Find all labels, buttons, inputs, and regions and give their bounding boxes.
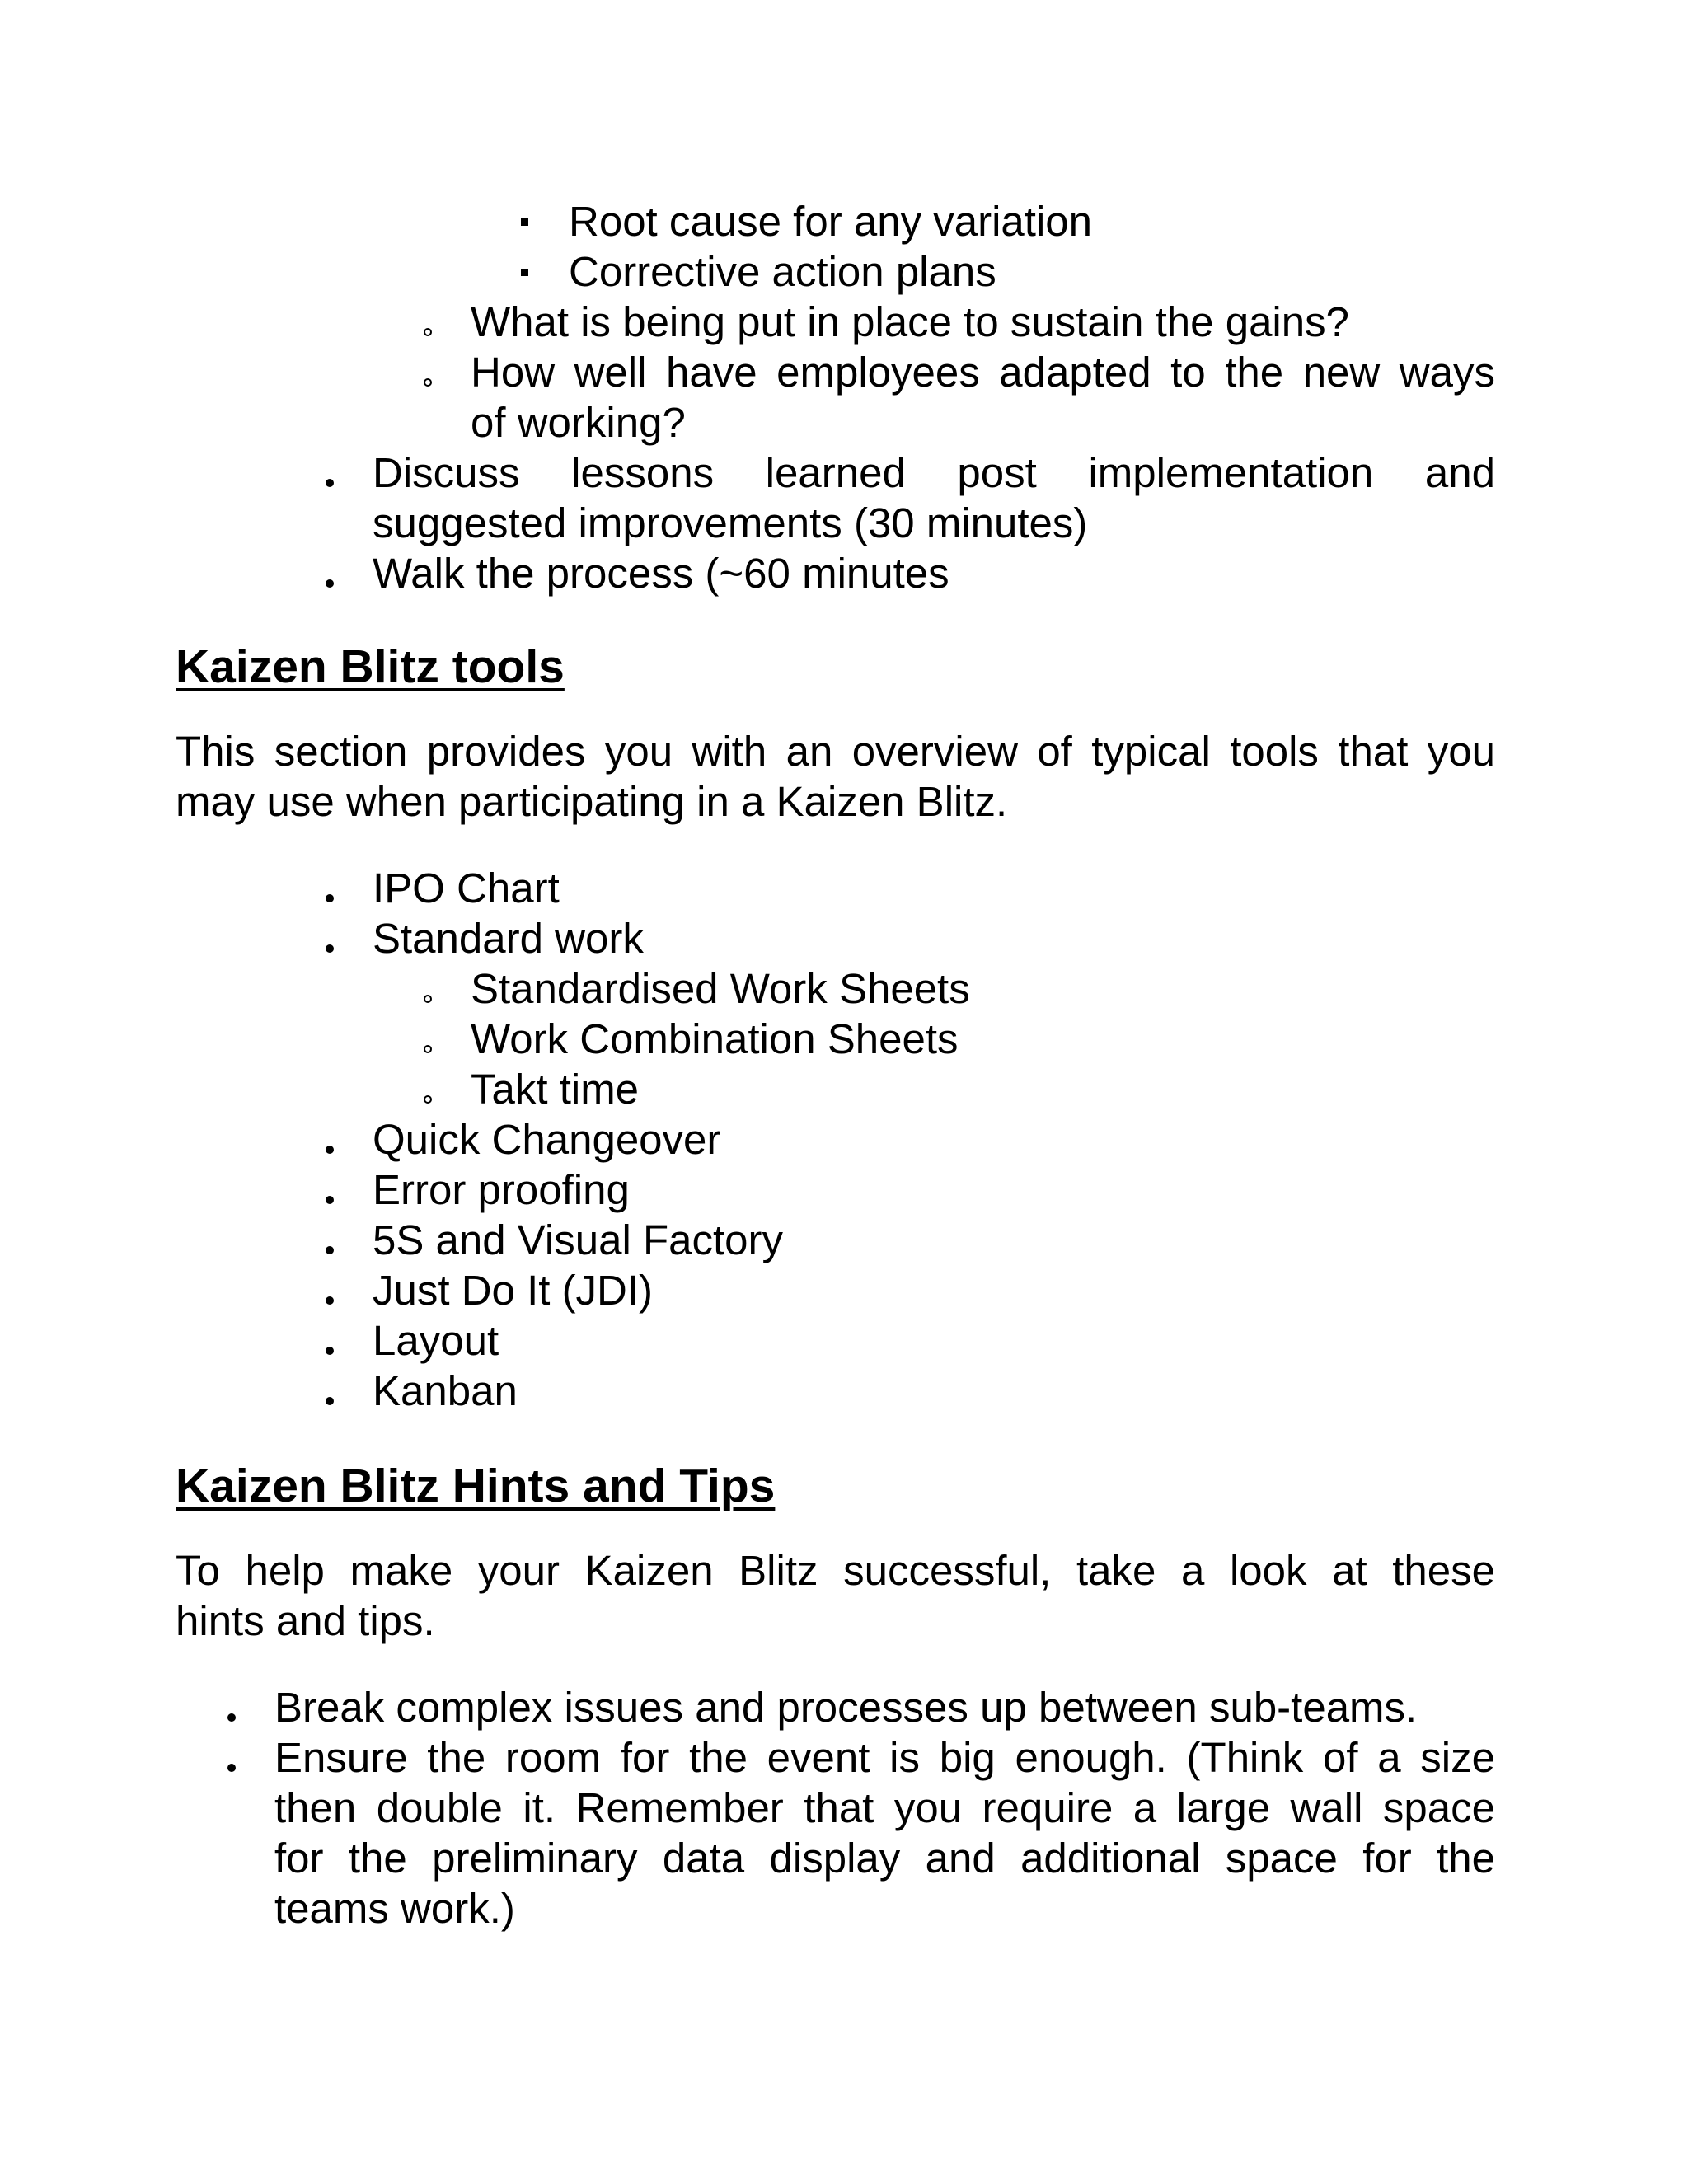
list-item: Break complex issues and processes up between sub-teams. bbox=[274, 1684, 1418, 1731]
bullet-icon bbox=[326, 894, 334, 902]
list-item: Corrective action plans bbox=[569, 248, 996, 295]
paragraph-line: To help make your Kaizen Blitz successful, take a look at these bbox=[176, 1547, 1495, 1594]
bullet-icon bbox=[326, 1146, 334, 1154]
hollow-bullet-icon bbox=[424, 1045, 432, 1053]
paragraph-line: hints and tips. bbox=[176, 1597, 435, 1644]
bullet-icon bbox=[326, 479, 334, 487]
paragraph-line: This section provides you with an overview of typical tools that you bbox=[176, 728, 1495, 775]
list-item-continuation: then double it. Remember that you require a large wall space bbox=[274, 1784, 1495, 1831]
list-item: Work Combination Sheets bbox=[471, 1015, 959, 1062]
hollow-bullet-icon bbox=[424, 378, 432, 387]
list-item: Ensure the room for the event is big enough. (Think of a size bbox=[274, 1734, 1495, 1781]
list-item: Quick Changeover bbox=[373, 1116, 721, 1163]
hollow-bullet-icon bbox=[424, 1095, 432, 1104]
list-item: What is being put in place to sustain the gains? bbox=[471, 298, 1349, 345]
list-item: Standardised Work Sheets bbox=[471, 965, 970, 1012]
bullet-icon bbox=[326, 1196, 334, 1204]
bullet-icon bbox=[326, 579, 334, 588]
list-item: How well have employees adapted to the new ways bbox=[471, 349, 1495, 396]
hollow-bullet-icon bbox=[424, 995, 432, 1003]
square-bullet-icon bbox=[521, 218, 528, 226]
section-heading: Kaizen Blitz tools bbox=[176, 640, 565, 693]
list-item: 5S and Visual Factory bbox=[373, 1216, 783, 1263]
square-bullet-icon bbox=[521, 269, 528, 276]
bullet-icon bbox=[326, 944, 334, 953]
list-item-continuation: of working? bbox=[471, 399, 686, 446]
list-item-continuation: suggested improvements (30 minutes) bbox=[373, 499, 1088, 546]
bullet-icon bbox=[326, 1296, 334, 1305]
bullet-icon bbox=[227, 1764, 236, 1772]
section-heading: Kaizen Blitz Hints and Tips bbox=[176, 1460, 776, 1512]
list-item: Standard work bbox=[373, 915, 644, 962]
list-item: Takt time bbox=[471, 1066, 640, 1113]
list-item: Just Do It (JDI) bbox=[373, 1267, 654, 1314]
bullet-icon bbox=[326, 1246, 334, 1254]
list-item: Walk the process (~60 minutes bbox=[373, 550, 950, 597]
paragraph-line: may use when participating in a Kaizen Blitz. bbox=[176, 778, 1008, 825]
list-item: Error proofing bbox=[373, 1166, 630, 1213]
list-item-continuation: for the preliminary data display and additional space for the bbox=[274, 1835, 1495, 1882]
list-item: Kanban bbox=[373, 1367, 518, 1414]
bullet-icon bbox=[227, 1713, 236, 1722]
bullet-icon bbox=[326, 1347, 334, 1355]
list-item: Root cause for any variation bbox=[569, 198, 1093, 245]
list-item-continuation: teams work.) bbox=[274, 1885, 515, 1932]
list-item: Discuss lessons learned post implementation and bbox=[373, 449, 1495, 496]
list-item: Layout bbox=[373, 1317, 499, 1364]
list-item: IPO Chart bbox=[373, 865, 560, 912]
bullet-icon bbox=[326, 1397, 334, 1405]
hollow-bullet-icon bbox=[424, 328, 432, 336]
